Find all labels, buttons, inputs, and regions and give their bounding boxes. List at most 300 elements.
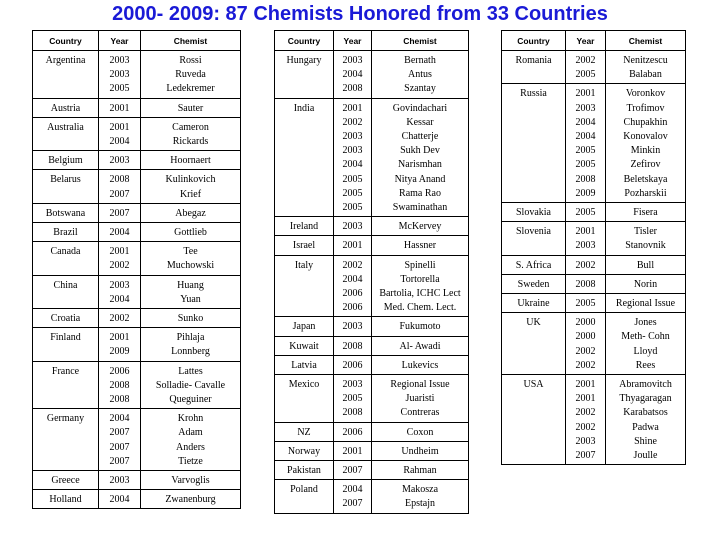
country-cell: [502, 313, 566, 375]
country-cell: [33, 98, 99, 117]
chemist-name: Kulinkovich: [165, 174, 216, 186]
award-year: 2003: [575, 435, 596, 447]
year-cell: [99, 223, 141, 242]
country-name: Holland: [49, 494, 82, 506]
country-name: Latvia: [291, 359, 317, 371]
table-row: [502, 51, 686, 84]
chemist-name: Nitya Anand: [394, 173, 446, 185]
chemist-cell: [606, 222, 686, 255]
country-cell: [502, 203, 566, 222]
country-cell: [33, 328, 99, 361]
chemist-name: Hassner: [403, 240, 437, 252]
country-name: Japan: [292, 321, 316, 333]
column-header-year: Year: [566, 31, 606, 51]
chemist-name: Rama Rao: [399, 187, 441, 199]
award-year: 2007: [342, 465, 363, 477]
country-cell: [502, 84, 566, 203]
chemist-name: Lattes: [178, 365, 203, 377]
table-row: [33, 98, 241, 117]
award-year: 2007: [109, 441, 130, 453]
award-year: 2002: [575, 421, 596, 433]
country-cell: [275, 51, 334, 99]
award-year: 2004: [109, 413, 130, 425]
chemist-name: Krohn: [177, 413, 204, 425]
chemist-cell: [372, 461, 469, 480]
award-year: 2002: [575, 407, 596, 419]
award-year: 2008: [342, 83, 363, 95]
table-row: [33, 203, 241, 222]
country-name: Italy: [294, 259, 314, 271]
honorees-table-3: [501, 30, 686, 465]
chemist-name: Abegaz: [175, 207, 206, 219]
chemist-name: Bartolia, ICHC Lect: [379, 288, 461, 300]
chemist-name: Tee: [183, 246, 198, 258]
country-name: Ireland: [289, 221, 319, 233]
award-year: 2003: [109, 155, 130, 167]
country-name: UK: [526, 317, 541, 329]
country-name: USA: [523, 379, 544, 391]
chemist-name: McKervey: [398, 221, 442, 233]
country-name: Russia: [520, 88, 547, 100]
country-name: Israel: [292, 240, 316, 252]
chemist-name: Coxon: [406, 426, 434, 438]
award-year: 2001: [342, 240, 363, 252]
year-cell: [99, 51, 141, 99]
year-cell: [334, 422, 372, 441]
chemist-name: Bull: [636, 259, 655, 271]
award-year: 2006: [342, 288, 363, 300]
chemist-cell: [372, 236, 469, 255]
year-cell: [99, 151, 141, 170]
country-cell: [33, 203, 99, 222]
chemist-name: Zwanenburg: [165, 494, 216, 506]
table-row: [502, 203, 686, 222]
table-row: [502, 375, 686, 465]
chemist-name: Ruveda: [175, 69, 206, 81]
award-year: 2001: [342, 102, 363, 114]
chemist-cell: [372, 98, 469, 217]
country-cell: [502, 375, 566, 465]
column-header-year: Year: [99, 31, 141, 51]
award-year: 2003: [575, 102, 596, 114]
award-year: 2003: [342, 55, 363, 66]
chemist-cell: [141, 117, 241, 150]
chemist-cell: [141, 98, 241, 117]
chemist-cell: [372, 255, 469, 317]
table-row: [502, 222, 686, 255]
award-year: 2004: [342, 69, 363, 81]
country-name: Belgium: [48, 155, 83, 167]
country-cell: [502, 255, 566, 274]
table-row: [33, 309, 241, 328]
award-year: 2005: [342, 202, 363, 214]
column-header-country: Country: [33, 31, 99, 51]
chemist-name: Yuan: [180, 293, 201, 305]
country-name: Slovakia: [516, 207, 551, 219]
award-year: 2006: [109, 365, 130, 377]
award-year: 2002: [342, 259, 363, 271]
award-year: 2003: [342, 321, 363, 333]
award-year: 2008: [575, 173, 596, 185]
table-row: [502, 255, 686, 274]
award-year: 2002: [342, 116, 363, 128]
chemist-cell: [372, 217, 469, 236]
award-year: 2003: [109, 55, 130, 66]
award-year: 2005: [342, 393, 363, 405]
chemist-name: Rahman: [403, 465, 437, 477]
country-cell: [502, 222, 566, 255]
chemist-name: Abramovitch: [619, 379, 672, 391]
chemist-cell: [141, 242, 241, 275]
year-cell: [334, 461, 372, 480]
country-cell: [275, 98, 334, 217]
country-name: Finland: [50, 332, 81, 344]
award-year: 2000: [575, 317, 596, 329]
country-name: Botswana: [45, 207, 86, 219]
country-name: Germany: [46, 413, 85, 425]
year-cell: [99, 170, 141, 203]
chemist-cell: [372, 336, 469, 355]
award-year: 2003: [109, 279, 130, 291]
year-cell: [99, 242, 141, 275]
chemist-cell: [141, 51, 241, 99]
award-year: 2001: [575, 393, 596, 405]
award-year: 2001: [575, 379, 596, 391]
chemist-name: Huang: [177, 279, 204, 291]
year-cell: [99, 471, 141, 490]
award-year: 2009: [575, 187, 596, 199]
table-row: [33, 223, 241, 242]
chemist-name: Pozharskii: [624, 187, 667, 199]
award-year: 2001: [575, 88, 596, 100]
country-name: Hungary: [286, 55, 322, 66]
chemist-name: Bernath: [404, 55, 436, 66]
chemist-cell: [372, 317, 469, 336]
country-cell: [275, 375, 334, 423]
award-year: 2009: [109, 346, 130, 358]
award-year: 2003: [109, 475, 130, 487]
year-cell: [99, 117, 141, 150]
chemist-name: Rickards: [172, 136, 209, 148]
country-name: Slovenia: [516, 226, 551, 238]
column-header-chemist: Chemist: [372, 31, 469, 51]
award-year: 2005: [575, 69, 596, 81]
column-header-chemist: Chemist: [606, 31, 686, 51]
chemist-name: Rossi: [179, 55, 202, 66]
year-cell: [334, 441, 372, 460]
table-row: [502, 294, 686, 313]
page-title: 2000- 2009: 87 Chemists Honored from 33 Countries: [112, 3, 608, 25]
award-year: 2007: [109, 455, 130, 467]
table-row: [275, 336, 469, 355]
award-year: 2004: [109, 136, 130, 148]
table-row: [275, 217, 469, 236]
table-row: [275, 255, 469, 317]
chemist-name: Beletskaya: [623, 173, 668, 185]
chemist-cell: [372, 51, 469, 99]
chemist-name: Ledekremer: [166, 83, 215, 95]
award-year: 2007: [109, 427, 130, 439]
country-name: Kuwait: [289, 340, 319, 352]
country-name: Canada: [50, 246, 81, 258]
chemist-cell: [606, 294, 686, 313]
table-row: [275, 317, 469, 336]
chemist-name: Nenitzescu: [623, 55, 668, 66]
country-name: NZ: [297, 426, 311, 438]
column-header-year: Year: [334, 31, 372, 51]
table-row: [275, 375, 469, 423]
country-cell: [275, 336, 334, 355]
chemist-cell: [606, 203, 686, 222]
award-year: 2004: [575, 131, 596, 143]
chemist-name: Makosza: [401, 484, 439, 496]
country-cell: [275, 317, 334, 336]
award-year: 2005: [575, 159, 596, 171]
chemist-name: Voronkov: [625, 88, 666, 100]
award-year: 2008: [575, 278, 596, 290]
award-year: 2000: [575, 331, 596, 343]
award-year: 2008: [109, 174, 130, 186]
year-cell: [334, 375, 372, 423]
country-cell: [33, 490, 99, 509]
chemist-name: Tortorella: [400, 273, 440, 285]
year-cell: [99, 328, 141, 361]
chemist-name: Kessar: [406, 116, 434, 128]
country-cell: [33, 51, 99, 99]
country-cell: [275, 461, 334, 480]
country-name: Sweden: [517, 278, 550, 290]
chemist-name: Sunko: [177, 313, 204, 325]
award-year: 2006: [342, 302, 363, 314]
chemist-name: Gottlieb: [174, 227, 207, 239]
table-row: [275, 236, 469, 255]
year-cell: [99, 309, 141, 328]
year-cell: [566, 222, 606, 255]
table-row: [33, 328, 241, 361]
country-name: France: [51, 365, 80, 377]
honorees-table-1: [32, 30, 241, 509]
country-cell: [33, 309, 99, 328]
chemist-cell: [141, 151, 241, 170]
award-year: 2005: [575, 145, 596, 157]
table-row: [275, 98, 469, 217]
chemist-cell: [606, 313, 686, 375]
chemist-name: Hoornaert: [170, 155, 211, 167]
table-row: [275, 461, 469, 480]
country-cell: [275, 217, 334, 236]
table-row: [275, 422, 469, 441]
year-cell: [566, 274, 606, 293]
chemist-name: Thyagaragan: [619, 393, 672, 405]
award-year: 2004: [109, 293, 130, 305]
table-row: [502, 313, 686, 375]
award-year: 2005: [342, 187, 363, 199]
award-year: 2001: [109, 102, 130, 114]
chemist-name: Fisera: [633, 207, 658, 219]
award-year: 2008: [342, 407, 363, 419]
chemist-name: Regional Issue: [615, 298, 676, 310]
country-name: Greece: [51, 475, 80, 487]
award-year: 2005: [109, 83, 130, 95]
year-cell: [334, 98, 372, 217]
chemist-name: Meth- Cohn: [621, 331, 670, 343]
award-year: 2007: [109, 188, 130, 200]
column-header-country: Country: [502, 31, 566, 51]
chemist-cell: [141, 170, 241, 203]
chemist-name: Spinelli: [404, 259, 436, 271]
chemist-name: Contreras: [400, 407, 440, 419]
chemist-name: Pihlaja: [176, 332, 205, 344]
chemist-cell: [606, 84, 686, 203]
table-row: [275, 441, 469, 460]
award-year: 2002: [109, 260, 130, 272]
chemist-name: Sukh Dev: [400, 145, 440, 157]
chemist-cell: [372, 375, 469, 423]
country-name: Poland: [290, 484, 318, 496]
country-name: Pakistan: [287, 465, 321, 477]
award-year: 2007: [342, 498, 363, 510]
chemist-name: Lukevics: [401, 359, 439, 371]
honorees-table-2: [274, 30, 469, 514]
chemist-name: Szantay: [404, 83, 436, 95]
country-name: Belarus: [50, 174, 81, 186]
year-cell: [334, 480, 372, 513]
country-cell: [502, 294, 566, 313]
chemist-name: Lonnberg: [171, 346, 210, 358]
chemist-cell: [141, 275, 241, 308]
year-cell: [334, 336, 372, 355]
table-row: [275, 355, 469, 374]
country-cell: [502, 274, 566, 293]
country-cell: [33, 117, 99, 150]
award-year: 2005: [575, 207, 596, 219]
country-cell: [33, 471, 99, 490]
year-cell: [99, 490, 141, 509]
country-name: Norway: [287, 445, 321, 457]
table-row: [33, 117, 241, 150]
chemist-name: Fukumoto: [399, 321, 441, 333]
chemist-name: Jones: [634, 317, 657, 329]
year-cell: [566, 84, 606, 203]
chemist-name: Muchowski: [166, 260, 215, 272]
award-year: 2008: [342, 340, 363, 352]
year-cell: [566, 51, 606, 84]
award-year: 2002: [575, 359, 596, 371]
table-row: [33, 51, 241, 99]
year-cell: [334, 217, 372, 236]
table-row: [33, 490, 241, 509]
year-cell: [566, 203, 606, 222]
table-row: [33, 151, 241, 170]
award-year: 2001: [342, 445, 363, 457]
year-cell: [334, 51, 372, 99]
country-cell: [33, 275, 99, 308]
year-cell: [566, 255, 606, 274]
chemist-name: Zefirov: [630, 159, 661, 171]
award-year: 2007: [575, 450, 596, 462]
award-year: 2008: [109, 379, 130, 391]
year-cell: [334, 317, 372, 336]
country-name: Austria: [50, 102, 81, 114]
chemist-name: Shine: [634, 435, 657, 447]
chemist-name: Krief: [179, 188, 202, 200]
country-cell: [275, 441, 334, 460]
chemist-cell: [372, 355, 469, 374]
award-year: 2001: [109, 332, 130, 344]
award-year: 2003: [109, 69, 130, 81]
chemist-cell: [141, 361, 241, 409]
chemist-name: Trofimov: [626, 102, 665, 114]
table-row: [275, 480, 469, 513]
award-year: 2004: [342, 484, 363, 496]
chemist-name: Epstajn: [405, 498, 435, 510]
award-year: 2002: [575, 345, 596, 357]
country-name: S. Africa: [515, 259, 552, 271]
award-year: 2002: [109, 313, 130, 325]
year-cell: [99, 275, 141, 308]
chemist-name: Chatterje: [401, 131, 439, 143]
award-year: 2007: [109, 207, 130, 219]
year-cell: [334, 355, 372, 374]
country-name: Australia: [47, 121, 84, 133]
chemist-name: Lloyd: [633, 345, 658, 357]
country-cell: [275, 422, 334, 441]
table-row: [33, 409, 241, 471]
year-cell: [334, 255, 372, 317]
country-name: India: [293, 102, 315, 114]
year-cell: [566, 375, 606, 465]
chemist-cell: [606, 375, 686, 465]
chemist-cell: [372, 441, 469, 460]
chemist-cell: [141, 471, 241, 490]
chemist-name: Solladie- Cavalle: [155, 379, 226, 391]
table-row: [33, 170, 241, 203]
year-cell: [334, 236, 372, 255]
country-name: Brazil: [53, 227, 78, 239]
year-cell: [99, 409, 141, 471]
country-cell: [33, 409, 99, 471]
chemist-name: Chupakhin: [623, 116, 668, 128]
table-row: [33, 242, 241, 275]
table-row: [33, 361, 241, 409]
chemist-cell: [372, 422, 469, 441]
award-year: 2006: [342, 359, 363, 371]
country-cell: [33, 223, 99, 242]
country-cell: [275, 355, 334, 374]
country-name: Mexico: [288, 379, 320, 391]
table-header-row: [33, 31, 241, 51]
award-year: 2003: [342, 145, 363, 157]
chemist-name: Karabatsos: [623, 407, 668, 419]
chemist-name: Minkin: [630, 145, 661, 157]
table-row: [502, 274, 686, 293]
chemist-cell: [606, 51, 686, 84]
award-year: 2006: [342, 426, 363, 438]
chemist-name: Regional Issue: [390, 379, 450, 391]
column-header-chemist: Chemist: [141, 31, 241, 51]
chemist-name: Joulle: [633, 450, 658, 462]
country-name: China: [53, 279, 78, 291]
year-cell: [99, 203, 141, 222]
award-year: 2004: [575, 116, 596, 128]
table-header-row: [502, 31, 686, 51]
chemist-name: Balaban: [629, 69, 662, 81]
year-cell: [99, 361, 141, 409]
country-cell: [33, 151, 99, 170]
country-name: Argentina: [45, 55, 86, 66]
year-cell: [566, 294, 606, 313]
award-year: 2004: [342, 159, 363, 171]
